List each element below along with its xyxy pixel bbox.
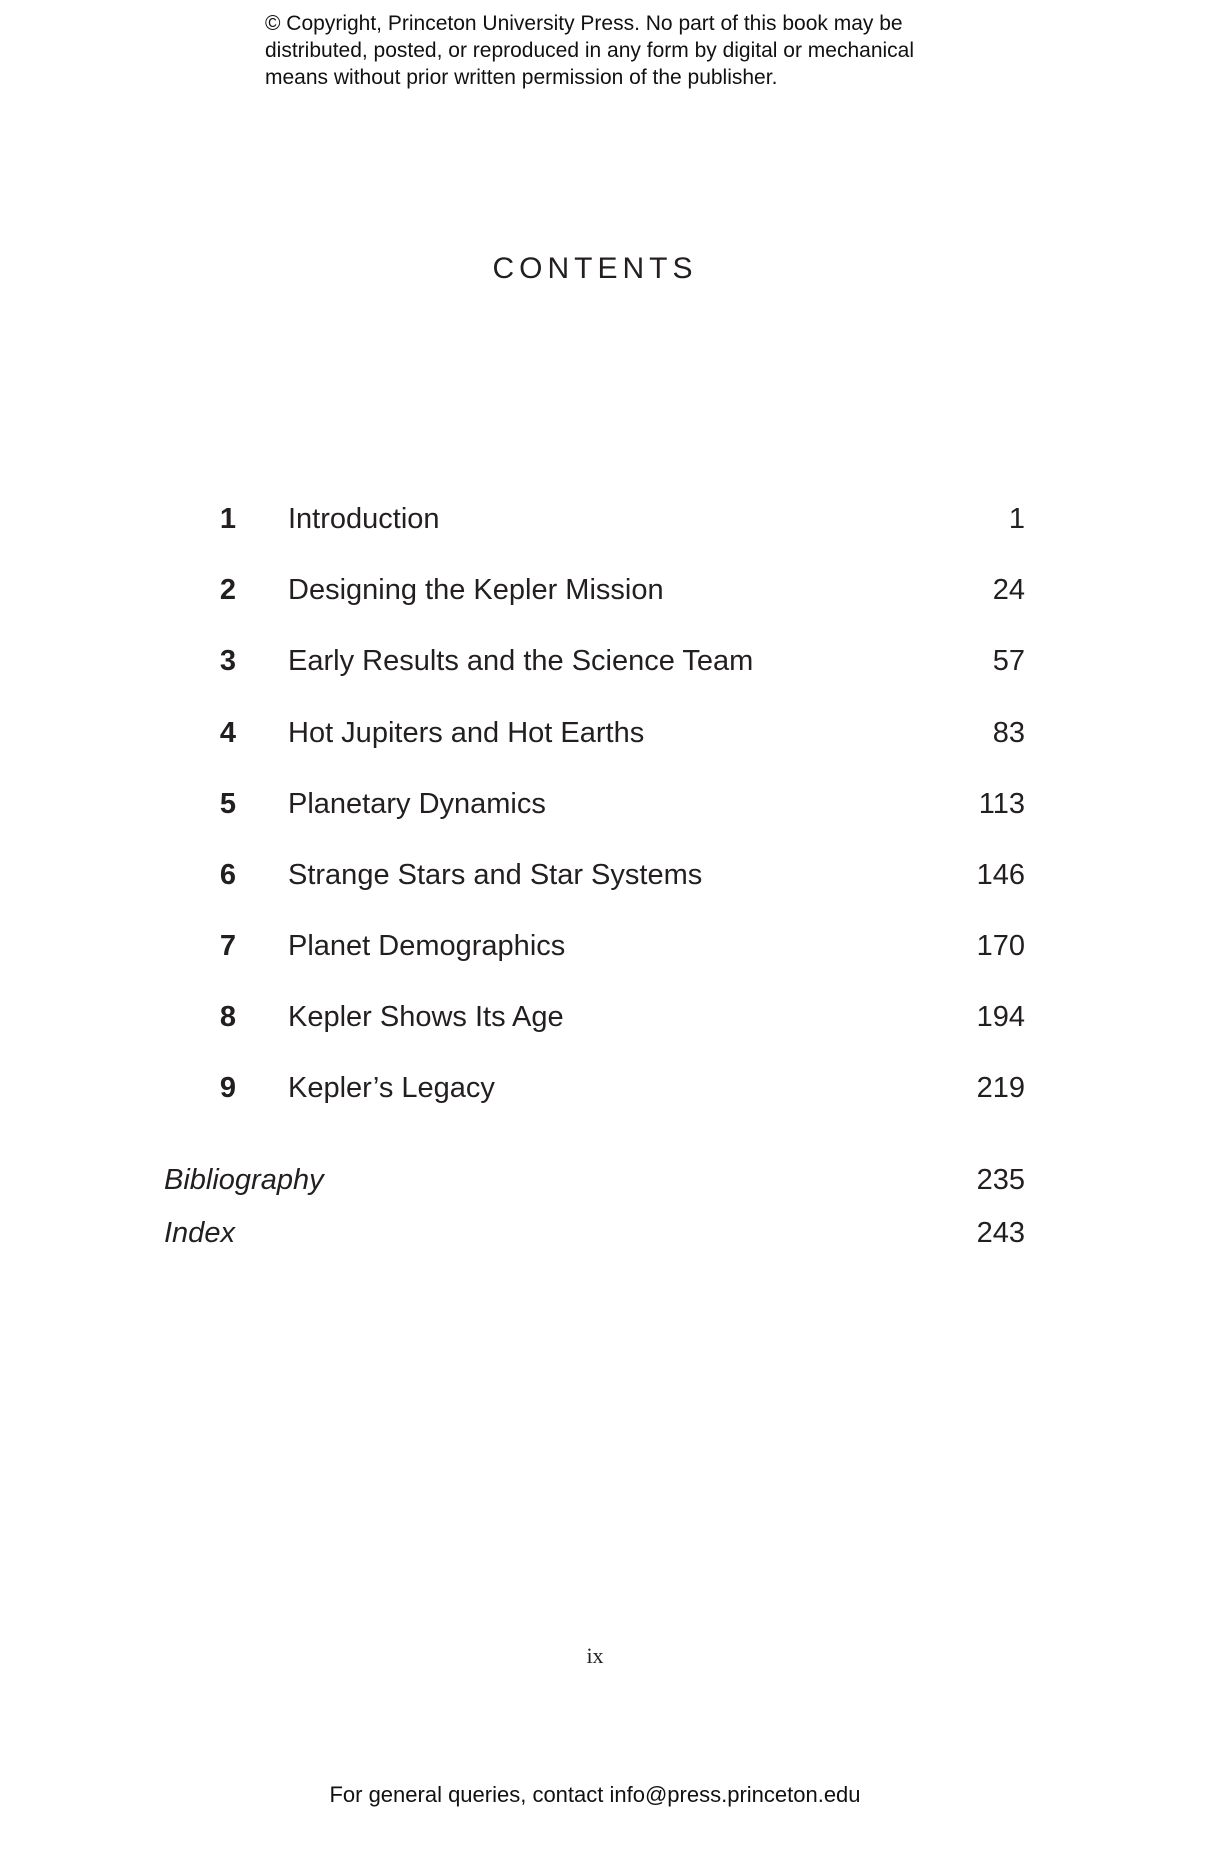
toc-entry-chapter-4[interactable] [0, 713, 1225, 753]
toc-entry-chapter-3[interactable] [0, 641, 1225, 681]
chapter-title: Designing the Kepler Mission [288, 574, 664, 606]
page-folio: ix [586, 1643, 604, 1668]
chapter-page-number: 194 [976, 1001, 1025, 1033]
chapter-title: Kepler Shows Its Age [288, 1001, 564, 1033]
back-matter-page-number: 243 [976, 1217, 1025, 1249]
toc-entry-index[interactable] [0, 1213, 1225, 1253]
chapter-page-number: 113 [978, 788, 1025, 820]
chapter-title: Planet Demographics [288, 930, 566, 962]
chapter-title: Hot Jupiters and Hot Earths [288, 717, 645, 749]
chapter-page-number: 219 [976, 1072, 1025, 1104]
chapter-title: Planetary Dynamics [288, 788, 546, 820]
chapter-number: 5 [219, 788, 236, 820]
chapter-number: 2 [219, 574, 236, 606]
chapter-number: 8 [219, 1001, 236, 1033]
chapter-number: 1 [219, 503, 236, 535]
toc-entry-chapter-8[interactable] [0, 997, 1225, 1037]
back-matter-title: Bibliography [164, 1164, 324, 1196]
toc-entry-chapter-9[interactable] [0, 1068, 1225, 1108]
chapter-title: Early Results and the Science Team [288, 645, 754, 677]
footer-contact: For general queries, contact info@press.princeton.edu [329, 1782, 861, 1807]
copyright-line: distributed, posted, or reproduced in any form by digital or mechanical [265, 39, 915, 62]
back-matter-page-number: 235 [976, 1164, 1025, 1196]
chapter-number: 7 [219, 930, 236, 962]
chapter-page-number: 57 [992, 645, 1025, 677]
chapter-page-number: 24 [992, 574, 1025, 606]
toc-entry-chapter-1[interactable] [0, 499, 1225, 539]
chapter-page-number: 83 [992, 717, 1025, 749]
chapter-title: Introduction [288, 503, 440, 535]
chapter-number: 9 [219, 1072, 236, 1104]
toc-entry-chapter-2[interactable] [0, 570, 1225, 610]
chapter-number: 6 [219, 859, 236, 891]
chapter-page-number: 146 [976, 859, 1025, 891]
copyright-line: © Copyright, Princeton University Press. No part of this book may be [265, 12, 903, 35]
chapter-number: 3 [219, 645, 236, 677]
copyright-line: means without prior written permission of the publisher. [265, 66, 778, 89]
copyright-notice [265, 10, 1025, 91]
chapter-page-number: 170 [976, 930, 1025, 962]
toc-entry-bibliography[interactable] [0, 1160, 1225, 1200]
contents-heading: CONTENTS [492, 252, 698, 285]
toc-entry-chapter-5[interactable] [0, 784, 1225, 824]
back-matter-title: Index [164, 1217, 235, 1249]
toc-entry-chapter-6[interactable] [0, 855, 1225, 895]
chapter-page-number: 1 [1008, 503, 1025, 535]
chapter-title: Kepler’s Legacy [288, 1072, 495, 1104]
chapter-number: 4 [219, 717, 236, 749]
toc-entry-chapter-7[interactable] [0, 926, 1225, 966]
chapter-title: Strange Stars and Star Systems [288, 859, 703, 891]
